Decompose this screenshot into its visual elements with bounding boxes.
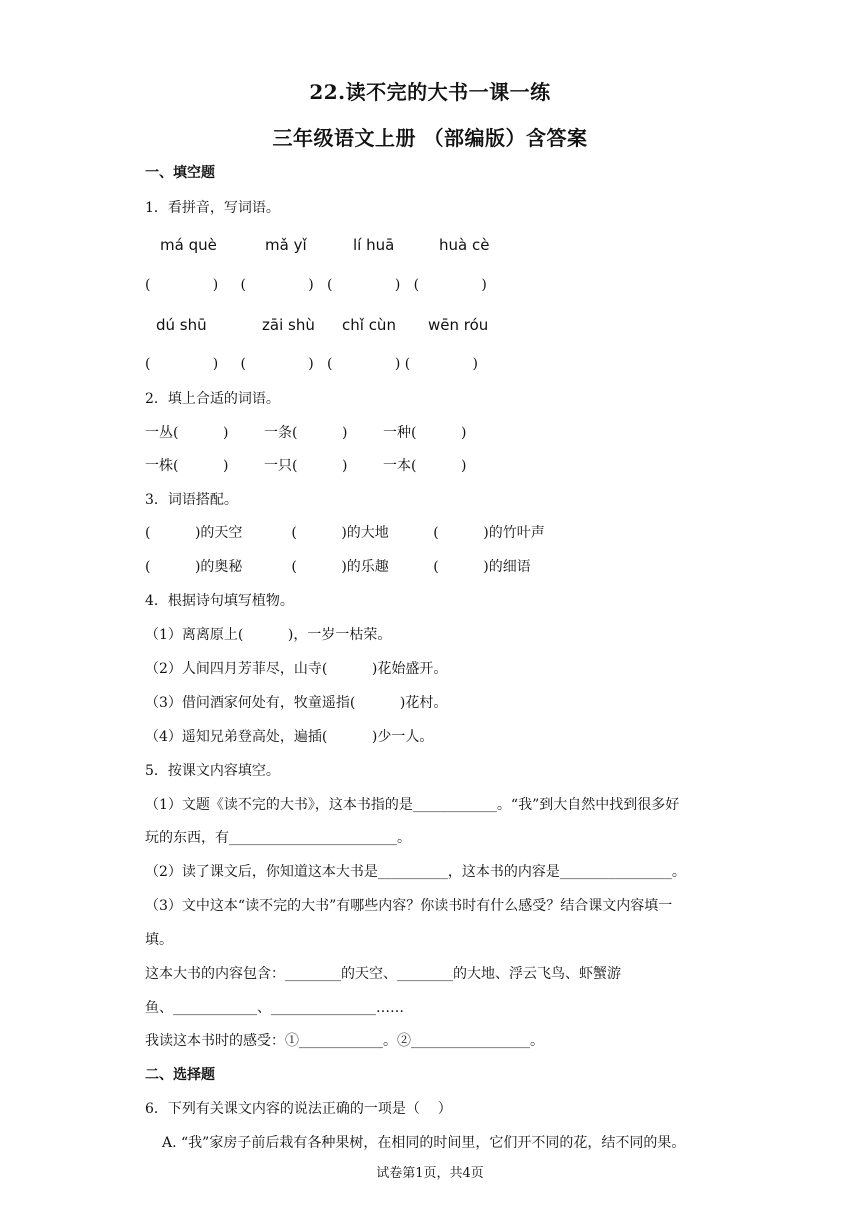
- pinyin-1: má què: [160, 236, 217, 254]
- title-line-1: 22.读不完的大书一课一练: [309, 80, 551, 104]
- answer-brackets-row-2: ( ) ( ) ( ) ( ): [145, 356, 478, 372]
- pinyin-7: chǐ cùn: [342, 316, 396, 334]
- q4-item-2: （2）人间四月芳菲尽，山寺( )花始盛开。: [145, 661, 448, 677]
- pinyin-5: dú shū: [156, 316, 207, 334]
- title-line-2: 三年级语文上册 （部编版）含答案: [272, 126, 588, 150]
- answer-brackets-row-1: ( ) ( ) ( ) ( ): [145, 277, 487, 293]
- q3-line-2: ( )的奥秘 ( )的乐趣 ( )的细语: [145, 559, 531, 575]
- q6-option-a: A. “我”家房子前后栽有各种果树，在相同的时间里，它们开不同的花，结不同的果。: [162, 1135, 686, 1151]
- pinyin-6: zāi shù: [262, 316, 315, 334]
- q5-feelings-line: 我读这本书时的感受：①____________。②_________________。: [145, 1033, 544, 1049]
- q5-part-1-line-1: （1）文题《读不完的大书》，这本书指的是____________。“我”到大自然中找到很多好: [145, 797, 680, 813]
- q4-item-1: （1）离离原上( )，一岁一枯荣。: [145, 627, 392, 643]
- page-footer: 试卷第1页，共4页: [376, 1166, 484, 1181]
- pinyin-4: huà cè: [439, 236, 490, 254]
- q5-contents-line-1: 这本大书的内容包含：________的天空、________的大地、浮云飞鸟、虾蟹游: [145, 966, 621, 982]
- q4-item-4: （4）遥知兄弟登高处，遍插( )少一人。: [145, 729, 434, 745]
- q5-part-1-line-2: 玩的东西，有________________________。: [145, 830, 411, 846]
- q5-part-2: （2）读了课文后，你知道这本大书是__________，这本书的内容是________________。: [145, 864, 686, 880]
- question-4: 4．根据诗句填写植物。: [145, 593, 294, 609]
- q5-part-3-line-1: （3）文中这本“读不完的大书”有哪些内容？你读书时有什么感受？结合课文内容填一: [145, 898, 673, 914]
- question-2: 2．填上合适的词语。: [145, 391, 280, 407]
- question-5: 5．按课文内容填空。: [145, 763, 280, 779]
- pinyin-3: lí huā: [353, 236, 395, 254]
- question-1: 1．看拼音，写词语。: [145, 200, 280, 216]
- question-6: 6．下列有关课文内容的说法正确的一项是（ ）: [145, 1101, 452, 1117]
- section-heading-fill: 一、填空题: [145, 165, 215, 181]
- pinyin-2: mǎ yǐ: [265, 236, 307, 254]
- question-3: 3．词语搭配。: [145, 492, 238, 508]
- q2-line-1: 一丛( ) 一条( ) 一种( ): [145, 425, 467, 441]
- q5-contents-line-2: 鱼、____________、_______________……: [145, 1000, 404, 1016]
- q3-line-1: ( )的天空 ( )的大地 ( )的竹叶声: [145, 525, 545, 541]
- pinyin-8: wēn róu: [428, 316, 489, 334]
- q2-line-2: 一株( ) 一只( ) 一本( ): [145, 458, 467, 474]
- section-heading-choice: 二、选择题: [145, 1067, 215, 1083]
- q5-part-3-line-2: 填。: [145, 932, 173, 948]
- q4-item-3: （3）借问酒家何处有，牧童遥指( )花村。: [145, 695, 448, 711]
